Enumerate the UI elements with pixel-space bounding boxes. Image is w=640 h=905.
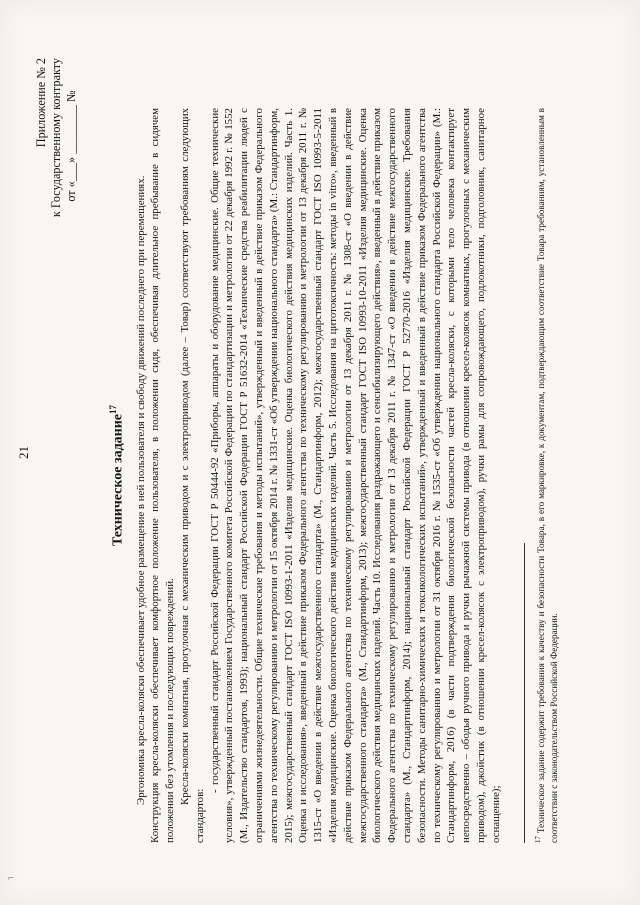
title-text: Техническое задание	[110, 414, 126, 547]
appendix-title: Приложение № 2	[34, 58, 48, 148]
footnote-text: Техническое задание содержит требования к качеству и безопасности Товара, в его маркировке, к документам, подтверждающим соответствие Товара требованиям, установленным в соответствии с законодательством Российской Федерации.	[536, 107, 559, 843]
appendix-date-line	[64, 58, 79, 217]
appendix-date-close: »	[64, 156, 78, 163]
appendix-date-blank-day: ___	[64, 162, 78, 182]
footnote	[532, 108, 560, 843]
title-footnote-ref: 17	[108, 405, 118, 414]
paragraph-standards-list: - государственный стандарт Российской Федерации ГОСТ Р 50444-92 «Приборы, аппараты и оборудование медицинские. Общие технические условия», утвержденный постановлением Государственного комитета Российской Федерации по стандартизации и метрологии от 22 декабря 1992 г. № 1552 (М., Издательство стандартов, 1993); национальный стандарт Российской Федерации ГОСТ Р 51632-2014 «Технические средства реабилитации людей с ограничениями жизнедеятельности. Общие технические требования и методы испытаний», утвержденный и введенный в действие приказом Федерального агентства по техническому регулированию и метрологии от 15 октября 2014 г. № 1331-ст «Об утверждении национального стандарта» (М.: Стандартинформ, 2015); межгосударственный стандарт ГОСТ ISO 10993-1-2011 «Изделия медицинские. Оценка биологического действия медицинских изделий. Часть 1. Оценка и исследования», введенный в действие приказом Федерального агентства по техническому регулированию и метрологии от 13 декабря 2011 г. № 1315-ст «О введении в действие межгосударственного стандарта» (М., Стандартинформ, 2012); межгосударственный стандарт ГОСТ ISO 10993-5-2011 «Изделия медицинские. Оценка биологического действия медицинских изделий. Часть 5. Исследования на цитотоксичность: методы in vitro», введенный в действие приказом Федерального агентства по техническому регулированию и метрологии от 13 декабря 2011 г. № 1308-ст «О введении в действие межгосударственного стандарта» (М., Стандартинформ, 2013); межгосударственный стандарт ГОСТ ISO 10993-10-2011 «Изделия медицинские. Оценка биологического действия медицинских изделий. Часть 10. Исследования раздражающего и сенсибилизирующего действия», введенный в действие приказом Федерального агентства по техническому регулированию и метрологии от 13 декабря 2011 г. № 1347-ст «О введении в действие межгосударственного стандарта» (М., Стандартинформ, 2014); национальный стандарт Российской Федерации ГОСТ Р 52770-2016 «Изделия медицинские. Требования безопасности. Методы санитарно-химических и токсикологических испытаний», утвержденный и введенный в действие приказом Федерального агентства по техническому регулированию и метрологии от 31 октября 2016 г. № 1535-ст «Об утверждении национального стандарта Российской Федерации» (М.: Стандартинформ, 2016) (в части подтверждения биологической безопасности частей кресла-коляски, с которыми тело человека контактирует непосредственно – ободья ручного привода и ручки рычажной системы привода (в отношении кресел-колясок комнатных, прогулочных с механическим приводом), джойстик (в отношении кресел-колясок с электроприводом), ручки рамы для сопровождающего, подлокотники, подголовник, санитарное оснащение);	[208, 108, 502, 843]
footnote-separator	[524, 543, 525, 843]
appendix-date-open: от «	[64, 181, 78, 202]
scan-margin-mark: ⌐	[8, 872, 15, 884]
appendix-header	[34, 58, 79, 217]
appendix-date-blank-month: ________	[64, 105, 78, 154]
document-body	[104, 108, 504, 843]
page-number: 21	[16, 446, 31, 459]
footnote-ref: 17	[534, 836, 542, 843]
paragraph-construction: Конструкция кресла-коляски обеспечивает комфортное положение пользователя, в положении сидя, обеспечивая длительное пребывание в сидячем положении без утомления и последующих повреждений.	[149, 108, 177, 843]
appendix-contract: к Государственному контракту	[49, 58, 63, 218]
paragraph-ergonomics: Эргономика кресла-коляски обеспечивает удобное размещение в ней пользователя и свободу движений последнего при перемещениях.	[134, 175, 147, 805]
appendix-number-sign: №	[64, 90, 78, 102]
document-title	[104, 108, 128, 843]
paragraph-standards-intro: Кресла-коляски комнатная, прогулочная с механическим приводом и с электроприводом (далее – Товар) соответствуют требованиям следующих стандартов:	[179, 108, 206, 843]
